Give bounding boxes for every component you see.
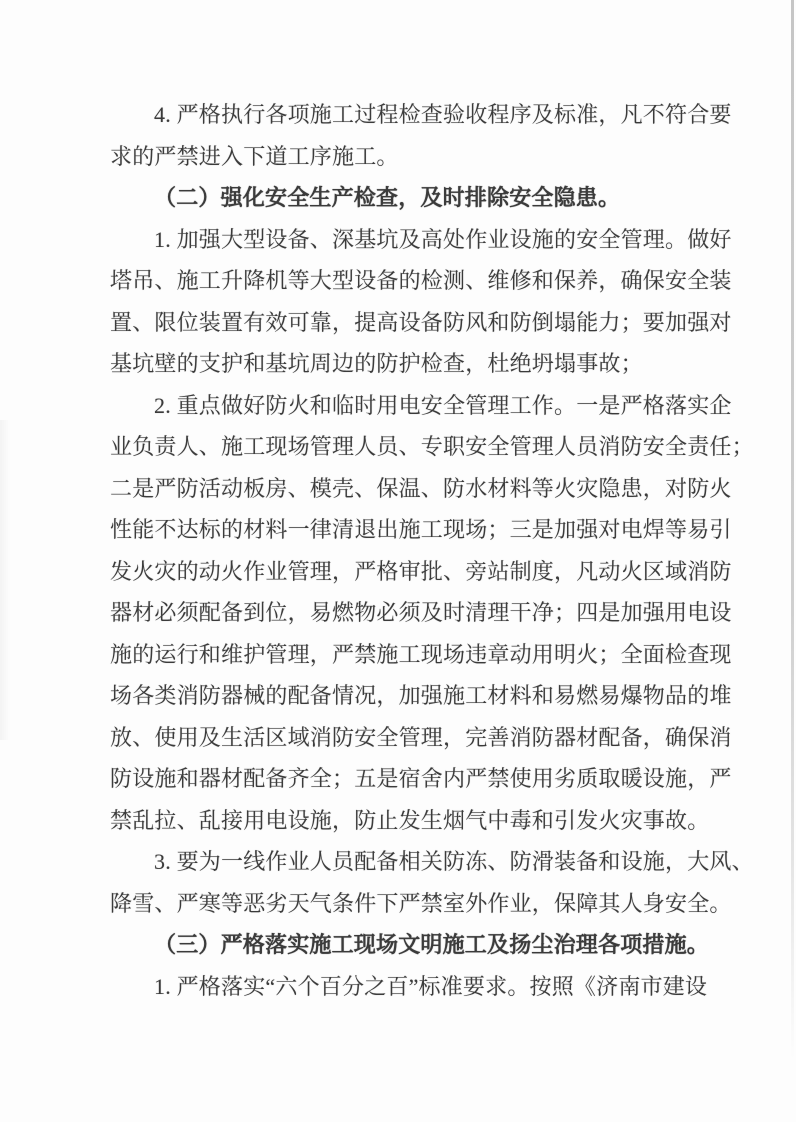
text-line: 施的运行和维护管理，严禁施工现场违章动用明火；全面检查现 (110, 641, 732, 667)
text-line: 防设施和器材配备齐全；五是宿舍内严禁使用劣质取暖设施，严 (110, 766, 732, 791)
text-line: 4. 严格执行各项施工过程检查验收程序及标准，凡不符合要 (154, 102, 732, 127)
scan-edge-shadow-right (791, 0, 794, 1060)
text-line: 发火灾的动火作业管理，严格审批、旁站制度，凡动火区域消防 (110, 558, 732, 584)
text-line: 1. 严格落实“六个百分之百”标准要求。按照《济南市建设 (154, 973, 708, 999)
text-line: 禁乱拉、乱接用电设施，防止发生烟气中毒和引发火灾事故。 (110, 807, 710, 833)
text-line: 塔吊、施工升降机等大型设备的检测、维修和保养，确保安全装 (110, 268, 732, 293)
text-line: 1. 加强大型设备、深基坑及高处作业设施的安全管理。做好 (154, 226, 732, 252)
text-line: 降雪、严寒等恶劣天气条件下严禁室外作业，保障其人身安全。 (110, 890, 732, 916)
section-heading: （二）强化安全生产检查，及时排除安全隐患。 (154, 185, 621, 210)
text-line: 器材必须配备到位，易燃物必须及时清理干净；四是加强用电设 (110, 600, 732, 625)
text-line: 二是严防活动板房、模壳、保温、防水材料等火灾隐患，对防火 (110, 475, 732, 501)
text-line: 3. 要为一线作业人员配备相关防冻、防滑装备和设施，大风、 (154, 849, 754, 874)
text-line: 业负责人、施工现场管理人员、专职安全管理人员消防安全责任； (110, 434, 754, 459)
scan-edge-tint-left (0, 420, 10, 740)
text-line: 求的严禁进入下道工序施工。 (110, 143, 399, 169)
section-heading: （三）严格落实施工现场文明施工及扬尘治理各项措施。 (154, 932, 710, 957)
text-line: 置、限位装置有效可靠，提高设备防风和防倒塌能力；要加强对 (110, 309, 732, 335)
text-line: 场各类消防器械的配备情况，加强施工材料和易燃易爆物品的堆 (110, 683, 732, 708)
text-line: 2. 重点做好防火和临时用电安全管理工作。一是严格落实企 (154, 392, 732, 418)
text-line: 放、使用及生活区域消防安全管理，完善消防器材配备，确保消 (110, 724, 732, 750)
text-line: 基坑壁的支护和基坑周边的防护检查，杜绝坍塌事故； (110, 351, 643, 376)
document-body (110, 94, 754, 1007)
text-line: 性能不达标的材料一律清退出施工现场；三是加强对电焊等易引 (110, 517, 732, 542)
